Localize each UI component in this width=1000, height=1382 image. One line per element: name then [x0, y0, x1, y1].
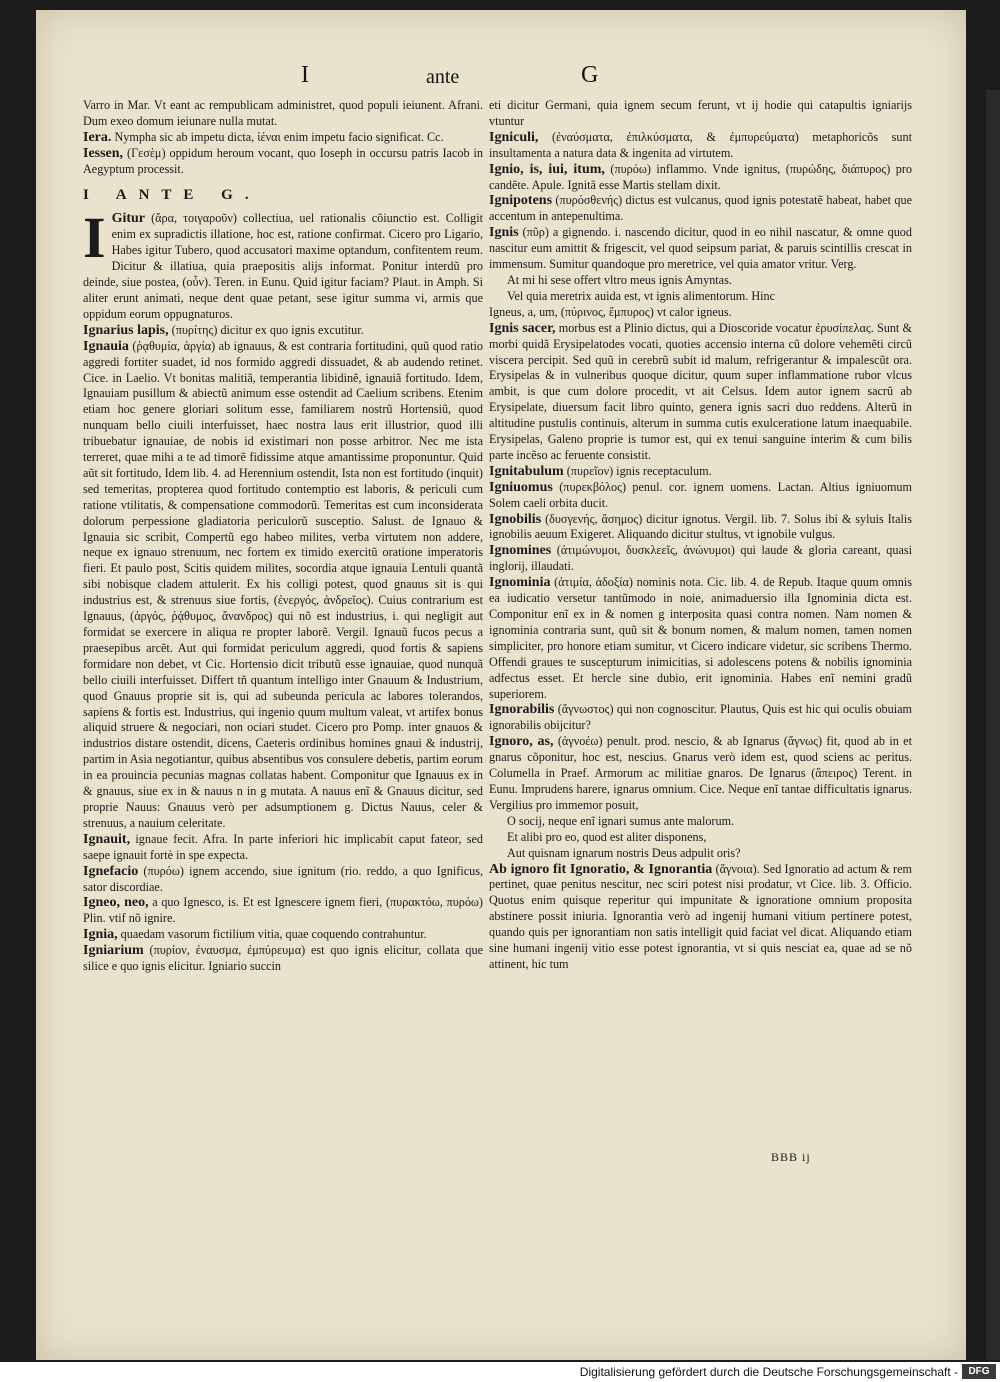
- verse-line: O socij, neque enĩ ignari sumus ante malorum.: [507, 813, 735, 828]
- running-head: [36, 62, 966, 102]
- verse-line: Aut quisnam ignarum nostris Deus adpulit oris?: [507, 845, 741, 860]
- headword: Igneo, neo,: [83, 895, 149, 911]
- dictionary-entry: [83, 323, 483, 339]
- dictionary-entry: [489, 702, 912, 734]
- footer-bar: [0, 1362, 1000, 1382]
- headword: Igniculi,: [489, 129, 539, 145]
- entry-text: (ῥᾳθυμία, ἀργία) ab ignauus, & est contraria fortitudini, quũ quod ratio aggredi fortiter suadet, id nos formido aggredi dissuadet, & ab audendo retinet. Cice. in Laelio. Vt bonitas malitiã, temperantia libidinẽ, ignauiã fortitudo. Idem, Ignauiam pusillum & abiectũ animum esse ostendit ad Caelium scribens. Etenim etiam hoc genere gloriari solitum esse, familiarem nostrũ Hortensiũ, quod nunquam bello ciuili interfuisset, haec nostra laus erit illustrior, quod illi tribuebatur ignauiae, de nobis id existimari non posse arbitror. Nec me ista terreret, quae mihi a te ad timorẽ fidissime atque amantissime proponuntur. Quid aũt sit fortitudo, Idem lib. 4. ad Herennium ostendit, Ista non est fortitudo (inquit) sed temeritas, propterea quod fortitudo contemptio est laboris, & periculi cum ratione vtilitatis, & compensatione commodorũ. Temeritas est cum inconsiderata dolorum perpessione gladiatoria periculorũ susceptio. Salust. de Ignauo & Ignauia sic scribit, Compertũ ego habeo milites, verba virtutem non addere, neque ex ignauo strenuum, nec fortem ex timido exercitũ oratione imperatoris fieri. Et paulo post, Scitis quidem milites, socordia atque ignauia Lentuli quantã sibi nobisque cladem attulerit. Ex his colligi potest, quod gnauus sit is qui industrius est, & strenuus siue fortis, (ἐνεργός, ἀνδρεῖος). Cuius contrarium est Ignauus, (ἀργός, ῥᾴθυμος, ἄνανδρος) qui nõ est industrius, i. qui negligit aut formidat se exercere in aliqua re propter laborẽ. Vergil. Ignauũ fucos pecus a praesepibus arcẽt. Aut qui formidat periculum aggredi, quod fortis & sapiens formidare non debet, vt Cic. Hortensio dicit tributũ esse ignauiae, quod nunquã bello ciuili interfuisset. Differt tñ quantum intelligo inter Gnauum & Industrium, quod Gnauus proprie sit is, qui ad subeunda pericula ac labores tolerandos, sapiens & fortis est. Industrius, qui ingenio quum multum valeat, vt artifex bonus aliquid struere & negociari, non ociari studet. Cicero pro Pomp. inter gnauos & industrios distare ostendit, dicens, Caeteris ordinibus homines gnaui & industrij, partim in Asia negotiantur, quibus absentibus vos consulere debetis, partim eorum in ea prouincia pecunias magnas collatas habent. Componitur que Ignauus ex in & gnauus, siue ex in & nauus n in g mutata. A nauus enĩ & Gnauus dicitur, sed proprie Nauus: Gnauus verò per adsumptionem g. Dictus Nauus, celer & strenuus, a nauium celeritate.: [83, 338, 483, 830]
- headword: Ignoro, as,: [489, 734, 554, 750]
- running-head-right: G: [581, 62, 599, 88]
- headword: Ab ignoro fit Ignoratio, & Ignorantia: [489, 861, 713, 877]
- headword: Ignomines: [489, 543, 552, 559]
- dfg-logo: DFG: [962, 1364, 996, 1379]
- entry-text: (πυρόω) ignem accendo, siue ignitum (rio. reddo, a quo Ignificus, sator discordiae.: [83, 863, 483, 894]
- lead-text: (ἄρα, τοιγαροῦν) collectiua, uel rationalis cõiunctio est. Colligit enim ex supradictis illatione, hoc est, ratione confirmat. Cicero pro Ligario, Habes igitur Tubero, quod accusatori maxime optandum, confitentem reum. Dicitur & illatiua, quia praepositis alijs informat. Ponitur interdũ pro deinde, siue postea, (οὖν). Teren. in Eunu. Quid igitur faciam? Plaut. in Amph. Si aliter erunt animati, neque dent quae petant, sese igitur summa vi, armis que oppidum eorum oppugnaturos.: [83, 211, 483, 321]
- entry-text: Igneus, a, um, (πύρινος, ἔμπυρος) vt calor igneus.: [489, 304, 732, 319]
- continued-entry: Varro in Mar. Vt eant ac rempublicam administret, quod populi ieiunent. Afrani. Dum exeo domum ieiunare nulla mutat.: [83, 98, 483, 128]
- section-heading: I ANTE G.: [83, 186, 261, 203]
- headword: Igniarium: [83, 943, 144, 959]
- dictionary-entry: [83, 832, 483, 864]
- running-head-center: ante: [426, 66, 460, 88]
- headword: Ignia,: [83, 927, 118, 943]
- lead-entry: [83, 205, 483, 322]
- dictionary-entry: [83, 146, 483, 178]
- continued-entry-right: eti dicitur Germani, quia ignem secum ferunt, vt ij hodie qui catapultis igniarijs vtuntur: [489, 98, 912, 128]
- dictionary-entry: [83, 339, 483, 832]
- entry-text: (πυρόω) inflammo. Vnde ignitus, (πυρώδης, διάπυρος) pro candẽte. Apule. Ignitã esse Martis stellam dixit.: [489, 161, 913, 192]
- right-entries: [489, 130, 912, 973]
- entry-text: (πυρίτης) dicitur ex quo ignis excutitur.: [168, 322, 364, 337]
- headword: Ignauit,: [83, 831, 131, 847]
- headword: Ignefacio: [83, 863, 139, 879]
- verse-line: Vel quia meretrix auida est, vt ignis alimentorum. Hinc: [507, 288, 776, 303]
- dictionary-entry: [489, 193, 912, 225]
- dictionary-entry: [489, 321, 912, 464]
- dictionary-entry: [489, 464, 912, 480]
- verse-line: At mi hi sese offert vltro meus ignis Amyntas.: [507, 272, 732, 287]
- right-column: [489, 98, 912, 973]
- dictionary-entry: [83, 927, 483, 943]
- entry-text: (Γεσὲμ) oppidum heroum vocant, quo Ioseph in occursu patris Iacob in Aegyptum processit.: [83, 145, 483, 176]
- entry-text: (πυρόσθενής) dictus est vulcanus, quod ignis potestatẽ habeat, habet que accentum in antepenultima.: [489, 193, 912, 224]
- entry-text: (ἐναύσματα, ἐπιλκύσματα, & ἐμπυρεύματα) metaphoricõs sunt insultamenta a natura data & ingenita ad virtutem.: [489, 129, 912, 160]
- headword: Igniuomus: [489, 479, 553, 495]
- dictionary-entry: [489, 862, 912, 973]
- verse-line: Et alibi pro eo, quod est aliter disponens,: [507, 829, 707, 844]
- signature-mark: BBB ij: [771, 1150, 811, 1164]
- dictionary-entry: [83, 943, 483, 975]
- left-column: [83, 98, 483, 975]
- dictionary-entry: [489, 305, 912, 321]
- page-edge: [986, 90, 1000, 1360]
- headword: Ignorabilis: [489, 702, 555, 718]
- headword: Ignarius lapis,: [83, 322, 169, 338]
- dictionary-entry: [489, 225, 912, 273]
- dictionary-entry: [489, 543, 912, 575]
- dictionary-entry: [489, 575, 912, 702]
- dictionary-entry: [83, 895, 483, 927]
- book-page: [36, 10, 966, 1360]
- headword: Ignis: [489, 225, 519, 241]
- entry-text: a quo Ignesco, is. Et est Ignescere ignem fieri, (πυρακτόω, πυρόω) Plin. vtif nõ ignire.: [83, 895, 483, 926]
- entry-text: Nympha sic ab impetu dicta, ἱέναι enim impetu facio significat. Cc.: [111, 129, 444, 144]
- headword: Ignitabulum: [489, 463, 564, 479]
- headword: Iera.: [83, 129, 112, 145]
- footer-credit: Digitalisierung gefördert durch die Deutsche Forschungsgemeinschaft -: [579, 1365, 958, 1379]
- entry-text: quaedam vasorum fictilium vitia, quae coquendo contrahuntur.: [117, 927, 427, 942]
- entry-text: morbus est a Plinio dictus, qui a Dioscoride vocatur ἐρυσίπελας. Sunt & morbi quidã Erysipelatodes vocati, quoties accensio interna cũ dolore vehemẽti circũ viscera percipit. Sed quũ in cerebrũ subit id malum, refrigerantur & impalescũt ora. Erysipelas & in vulneribus quoque dicitur, quum super inflammatione rubor vlcus ambit, is que cum dolore procedit, vt ait Celsus. Idem autor ignem sacrũ ab Erysipelate, diuersum facit libro quinto, genera ignis sacri duo reddens. Alterũ in altitudine pustulis continuis, alterum in summa cutis exulceratione latum inaequabile. Erysipelas, Galeno proprie is tumor est, qui ex tenui sanguine interim & cum bilis parte incẽso ac feruente consistit.: [489, 320, 912, 462]
- dictionary-entry: [489, 130, 912, 162]
- entry-text: (ἀτιμία, ἀδοξία) nominis nota. Cic. lib. 4. de Repub. Itaque quum omnis ea iudicatio versetur tantũmodo in noie, animaduersio illa Ignominia dicta est. Componitur enĩ ex in & nomen g interposita quasi contra nomen. Nam nomen & ignominia contraria sunt, quũ sit & bonum nomen, & malum nomen, tamen nomen simpliciter, pro honore etiam sumitur, vt Cicero indicare videtur, sic scribens Thermo. Offendi graues te suscepturum inimicitias, si adolescens potens & nobilis ignominia adfectus esset. Et hercle sine dubio, erit ignominia. Habes enĩ nemini gradũ superiorem.: [489, 575, 912, 701]
- left-entries: [83, 323, 483, 975]
- dictionary-entry: [489, 480, 912, 512]
- entry-text: (πυρεκβόλος) penul. cor. ignem uomens. Lactan. Altius igniuomum Solem caeli orbita ducit.: [489, 479, 912, 510]
- headword: Ignio, is, iui, itum,: [489, 161, 605, 177]
- headword: Ignominia: [489, 575, 551, 591]
- entry-text: (πῦρ) a gignendo. i. nascendo dicitur, quod in eo nihil nascatur, & omne quod nascitur eum amittit & frigescit, vel quod seipsum pariat, & paruis scintillis crescat in immensum. Sumitur quandoque pro meretrice, vel quia amator vritur. Verg.: [489, 225, 912, 272]
- entry-text: ignaue fecit. Afra. In parte inferiori hic implicabit caput fateor, sed saepe ignauit fortè in spe expecta.: [83, 831, 483, 862]
- headword: Ignipotens: [489, 193, 553, 209]
- dictionary-entry: [83, 130, 483, 146]
- entry-text: (ἀγνοέω) penult. prod. nescio, & ab Ignarus (ἄγνως) fit, quod ab in et gnarus cõponitur, hoc est, nescius. Gnarus verò idem est, quod sciens ac peritus. Columella in Praef. Armorum ac militiae gnaros. De Ignarus (ἄπειρος) Terent. in Eunu. Imprudens harere, ignarus omnium. Cice. Neque enĩ tantae difficultatis ignarus. Vergilius pro immemor posuit,: [489, 734, 912, 812]
- headword: Ignauia: [83, 338, 129, 354]
- dictionary-entry: [489, 162, 912, 194]
- dictionary-entry: [489, 734, 912, 814]
- left-top-entries: [83, 130, 483, 178]
- headword: Ignis sacer,: [489, 320, 556, 336]
- running-head-left: I: [301, 62, 309, 88]
- entry-text: (πυρίον, ἐναυσμα, ἐμπύρευμα) est quo ignis elicitur, collata que silice e quo ignis elicitur. Igniario succin: [83, 943, 483, 974]
- headword: Ignobilis: [489, 511, 542, 527]
- lead-headword: Gitur: [111, 211, 146, 227]
- headword: Iessen,: [83, 145, 124, 161]
- entry-text: (ἄγνωστος) qui non cognoscitur. Plautus, Quis est hic qui oculis obuiam ignorabilis obijcitur?: [489, 702, 912, 733]
- entry-text: (δυσγενής, ἄσημος) dicitur ignotus. Vergil. lib. 7. Solus ibi & syluis Italis ignobilis aeuum Exigeret. Aliquando dicitur stultus, vt ignobile vulgus.: [489, 511, 912, 542]
- entry-text: (ἄγνοια). Sed Ignoratio ad actum & rem pertinet, quae penitus nescitur, nec sciri potest nisi prodatur, vt Cice. lib. 3. Officio. Quotus enim quisque reperitur qui impunitate & ignoratione omnium proposita abstinere possit iniuria. Ignorantia verò ad ingenij humani vitium pertinere potest, quando quis per ignorantiam non satis intelligit quid faciat vel dicat. Aliquando etiam sine humani ingenij vitio esse potest ignorantia, vt si quis nesciat ea, quae ad se nõ attinent, hic tum: [489, 861, 912, 971]
- dictionary-entry: [489, 512, 912, 544]
- entry-text: (πυρεῖον) ignis receptaculum.: [563, 463, 712, 478]
- entry-text: (ἀτιμώνυμοι, δυσκλεεῖς, ἀνώνυμοι) qui laude & gloria careant, quasi inglorij, illaudati.: [489, 543, 912, 574]
- drop-cap: I: [83, 205, 106, 271]
- dictionary-entry: [83, 864, 483, 896]
